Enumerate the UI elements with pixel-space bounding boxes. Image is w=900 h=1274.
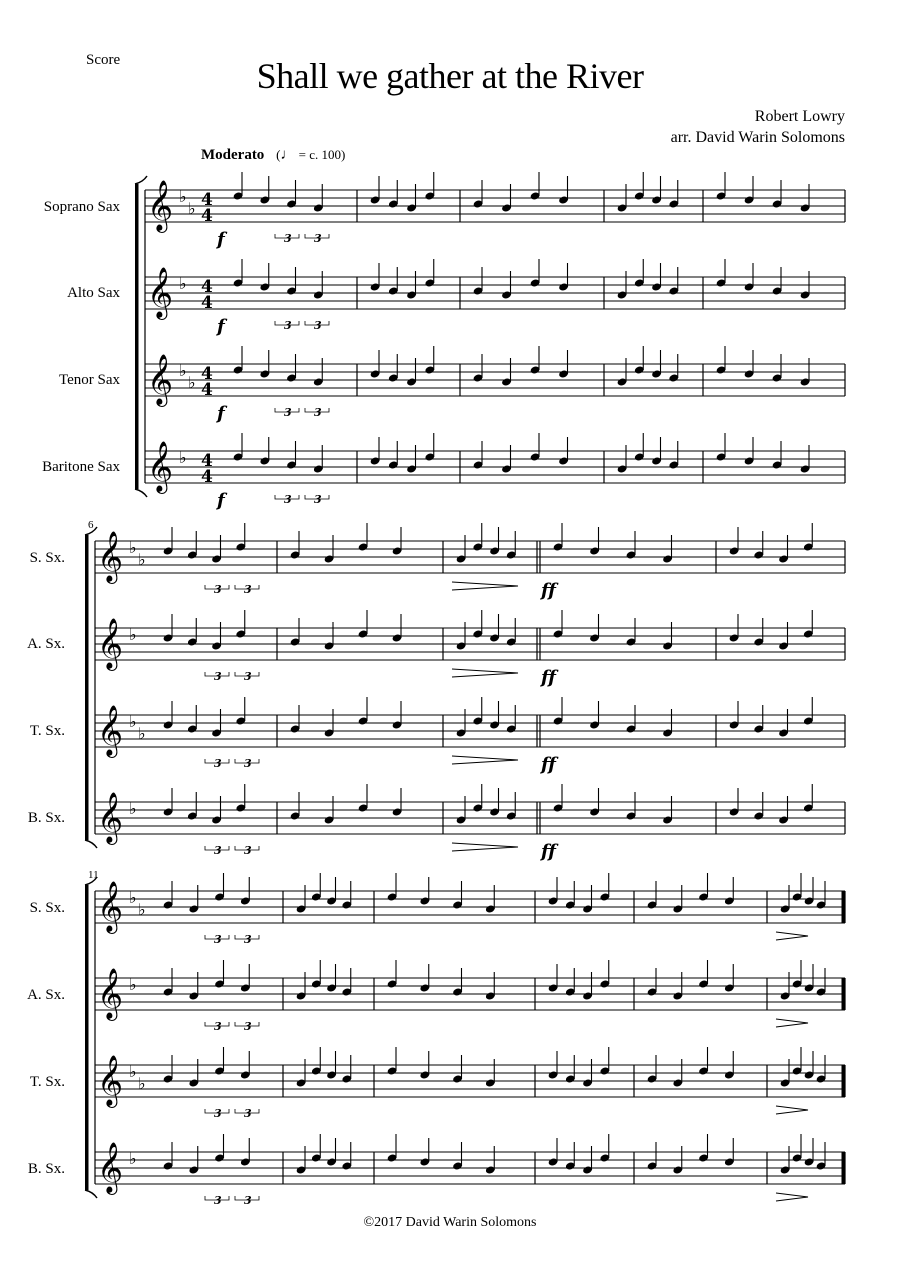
tuplet-number: 3: [244, 844, 252, 857]
final-barline: [842, 1065, 846, 1097]
decrescendo-hairpin: [776, 1019, 808, 1027]
tuplet-number: 3: [214, 933, 222, 946]
time-signature-bottom: 4: [201, 467, 213, 487]
treble-clef-icon: 𝄞: [97, 618, 124, 669]
treble-clef-icon: 𝄞: [97, 968, 124, 1019]
time-signature-bottom: 4: [201, 206, 213, 226]
instrument-short-alto-3: A. Sx.: [27, 987, 65, 1003]
flat-icon: ♭: [188, 199, 196, 218]
bracket-hook-bottom: [85, 1190, 97, 1198]
flat-icon: ♭: [179, 448, 187, 467]
final-barline: [842, 978, 846, 1010]
treble-clef-icon: 𝄞: [147, 180, 174, 231]
flat-icon: ♭: [138, 550, 146, 569]
measure-number-11: 11: [88, 869, 99, 881]
flat-icon: ♭: [129, 1062, 137, 1081]
tuplet-number: 3: [214, 1194, 222, 1207]
bracket-hook-top: [135, 176, 147, 184]
instrument-short-soprano: S. Sx.: [29, 550, 65, 566]
bracket-hook-top: [85, 527, 97, 535]
flat-icon: ♭: [129, 975, 137, 994]
dynamic-marking: ff: [541, 841, 556, 862]
tuplet-number: 3: [284, 493, 292, 506]
treble-clef-icon: 𝄞: [97, 531, 124, 582]
decrescendo-hairpin: [776, 1193, 808, 1201]
tuplet-number: 3: [314, 319, 322, 332]
composer: Robert Lowry: [754, 108, 845, 125]
time-signature-bottom: 4: [201, 380, 213, 400]
instrument-name-alto: Alto Sax: [67, 285, 120, 301]
score-label: Score: [86, 52, 121, 68]
tuplet-number: 3: [214, 583, 222, 596]
bracket-hook-bottom: [85, 840, 97, 848]
flat-icon: ♭: [129, 712, 137, 731]
treble-clef-icon: 𝄞: [97, 792, 124, 843]
piece-title: Shall we gather at the River: [256, 56, 644, 96]
copyright: ©2017 David Warin Solomons: [363, 1215, 537, 1230]
flat-icon: ♭: [129, 888, 137, 907]
tuplet-number: 3: [314, 232, 322, 245]
instrument-short-soprano-3: S. Sx.: [29, 900, 65, 916]
measure-number-6: 6: [88, 519, 94, 531]
time-signature-top: 4: [201, 364, 213, 384]
decrescendo-hairpin: [452, 756, 518, 764]
tempo-word: Moderato: [201, 147, 265, 163]
tuplet-number: 3: [214, 670, 222, 683]
tuplet-number: 3: [284, 406, 292, 419]
quarter-note-icon: ♩: [280, 147, 296, 163]
metronome-mark: (♩ = c. 100): [276, 147, 346, 163]
dynamic-marking: f: [217, 229, 225, 250]
bracket-hook-top: [85, 877, 97, 885]
treble-clef-icon: 𝄞: [97, 881, 124, 932]
tuplet-number: 3: [284, 319, 292, 332]
system-bracket: [135, 184, 139, 489]
flat-icon: ♭: [129, 1149, 137, 1168]
flat-icon: ♭: [138, 900, 146, 919]
time-signature-top: 4: [201, 190, 213, 210]
decrescendo-hairpin: [452, 843, 518, 851]
tuplet-number: 3: [244, 583, 252, 596]
final-barline: [842, 1152, 846, 1184]
treble-clef-icon: 𝄞: [147, 441, 174, 492]
dynamic-marking: f: [217, 490, 225, 511]
treble-clef-icon: 𝄞: [147, 267, 174, 318]
instrument-name-soprano: Soprano Sax: [43, 199, 120, 215]
tuplet-number: 3: [214, 757, 222, 770]
flat-icon: ♭: [188, 373, 196, 392]
decrescendo-hairpin: [776, 932, 808, 940]
tuplet-number: 3: [214, 1020, 222, 1033]
instrument-short-alto: A. Sx.: [27, 636, 65, 652]
treble-clef-icon: 𝄞: [97, 1142, 124, 1193]
treble-clef-icon: 𝄞: [97, 705, 124, 756]
decrescendo-hairpin: [452, 669, 518, 677]
time-signature-top: 4: [201, 451, 213, 471]
tuplet-number: 3: [214, 844, 222, 857]
tuplet-number: 3: [314, 493, 322, 506]
flat-icon: ♭: [129, 625, 137, 644]
flat-icon: ♭: [179, 361, 187, 380]
instrument-short-baritone-3: B. Sx.: [27, 1161, 65, 1177]
system-bracket: [85, 535, 89, 840]
bracket-hook-bottom: [135, 489, 147, 497]
treble-clef-icon: 𝄞: [147, 354, 174, 405]
tuplet-number: 3: [244, 933, 252, 946]
dynamic-marking: ff: [541, 754, 556, 775]
instrument-name-tenor: Tenor Sax: [58, 372, 120, 388]
flat-icon: ♭: [129, 799, 137, 818]
metronome-value: = c. 100: [298, 147, 342, 162]
dynamic-marking: f: [217, 316, 225, 337]
system-bracket: [85, 885, 89, 1190]
final-barline: [842, 891, 846, 923]
decrescendo-hairpin: [452, 582, 518, 590]
flat-icon: ♭: [179, 274, 187, 293]
instrument-short-tenor-3: T. Sx.: [29, 1074, 65, 1090]
tuplet-number: 3: [244, 757, 252, 770]
dynamic-marking: ff: [541, 580, 556, 601]
flat-icon: ♭: [179, 187, 187, 206]
tuplet-number: 3: [284, 232, 292, 245]
arranger: arr. David Warin Solomons: [670, 129, 845, 146]
flat-icon: ♭: [138, 1074, 146, 1093]
time-signature-top: 4: [201, 277, 213, 297]
dynamic-marking: ff: [541, 667, 556, 688]
flat-icon: ♭: [129, 538, 137, 557]
flat-icon: ♭: [138, 724, 146, 743]
decrescendo-hairpin: [776, 1106, 808, 1114]
instrument-name-baritone: Baritone Sax: [42, 459, 120, 475]
tuplet-number: 3: [244, 670, 252, 683]
time-signature-bottom: 4: [201, 293, 213, 313]
instrument-short-baritone: B. Sx.: [27, 810, 65, 826]
tuplet-number: 3: [244, 1194, 252, 1207]
tuplet-number: 3: [244, 1020, 252, 1033]
dynamic-marking: f: [217, 403, 225, 424]
tuplet-number: 3: [314, 406, 322, 419]
treble-clef-icon: 𝄞: [97, 1055, 124, 1106]
tuplet-number: 3: [244, 1107, 252, 1120]
tuplet-number: 3: [214, 1107, 222, 1120]
instrument-short-tenor: T. Sx.: [29, 723, 65, 739]
